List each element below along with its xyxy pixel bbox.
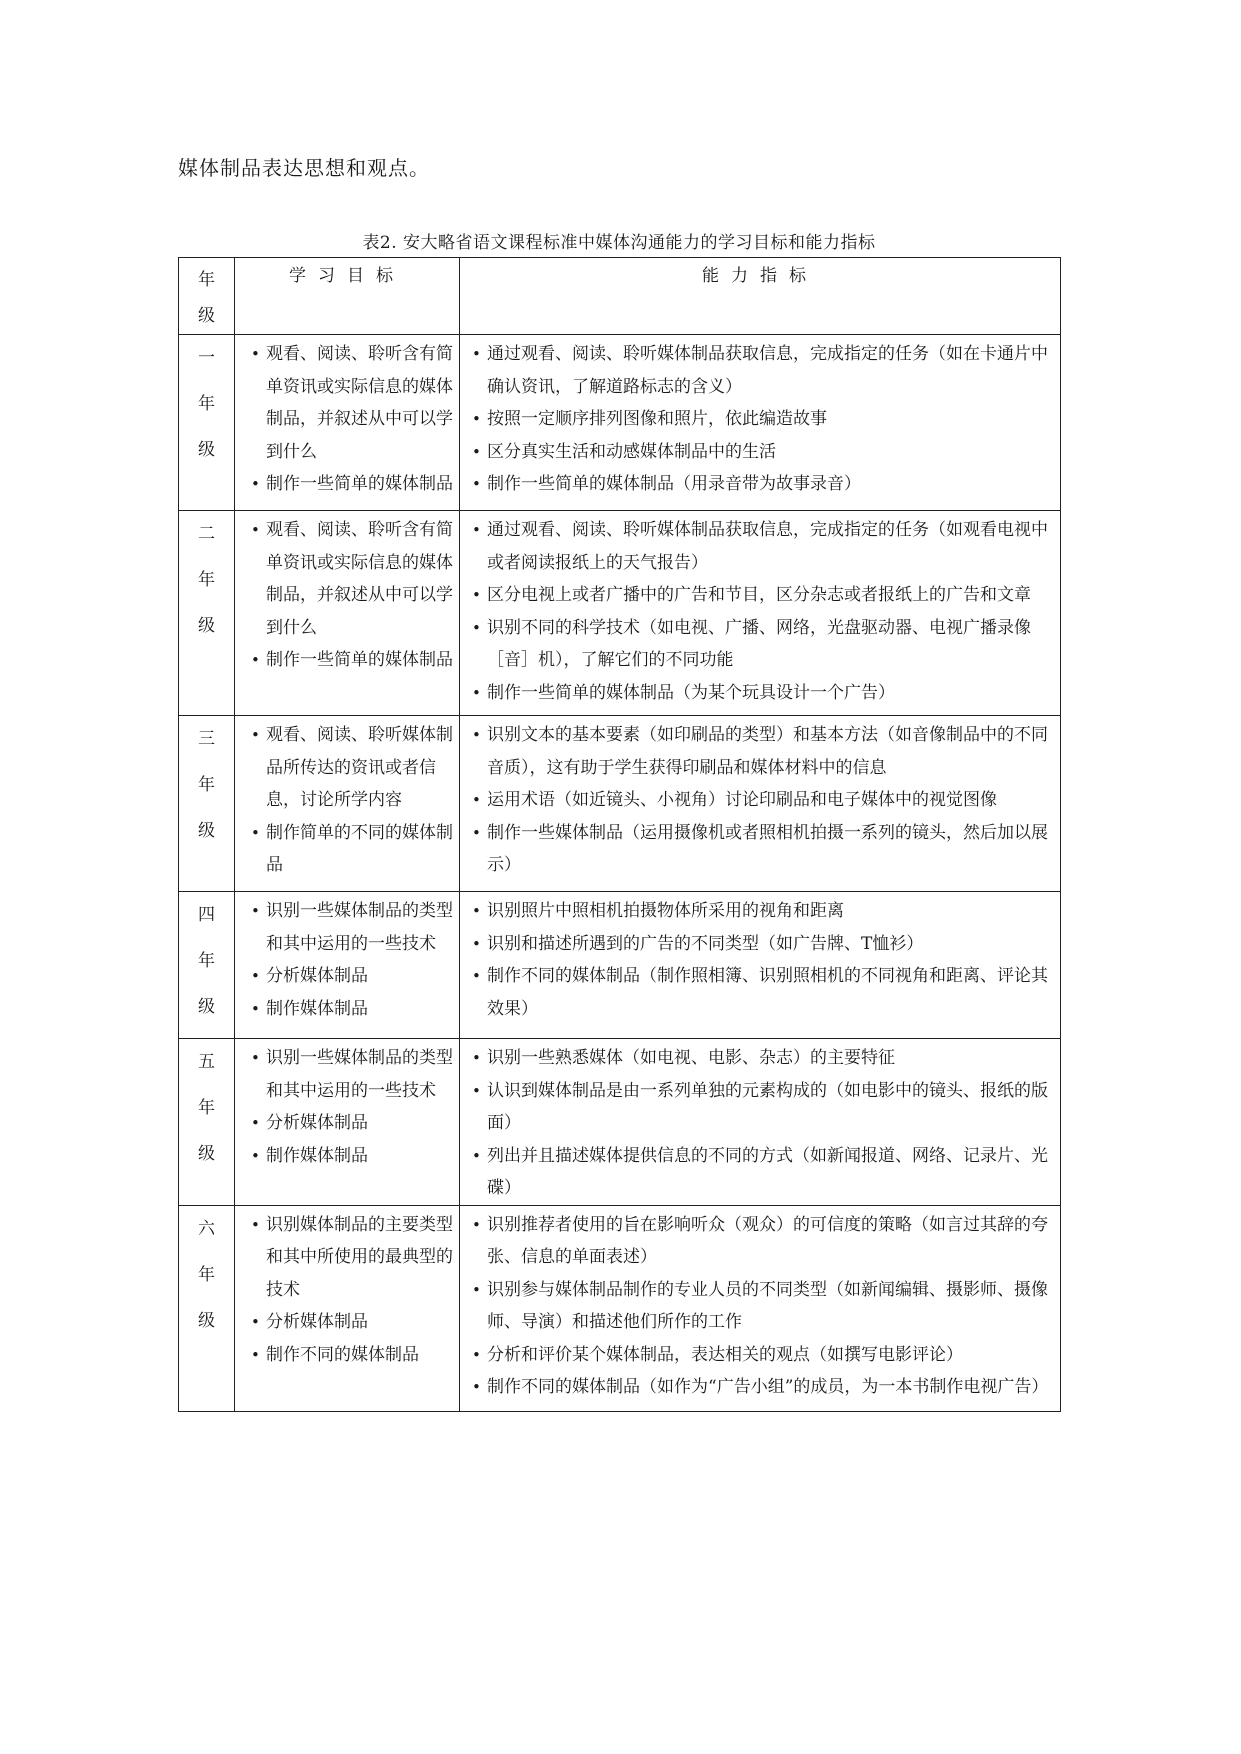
- grade-char: 级: [198, 440, 215, 460]
- header-grade: [179, 258, 235, 335]
- indicator-item: • 制作一些简单的媒体制品（为某个玩具设计一个广告）: [472, 677, 1048, 710]
- grade-char: 年: [198, 775, 215, 795]
- grade-char: 二: [198, 524, 215, 544]
- header-grade-char: 级: [198, 306, 215, 326]
- goal-item: • 制作简单的不同的媒体制品: [251, 817, 455, 882]
- indicator-item: • 列出并且描述媒体提供信息的不同的方式（如新闻报道、网络、记录片、光碟）: [472, 1140, 1048, 1205]
- ability-indicators-cell: [460, 892, 1061, 1039]
- grade-char: 年: [198, 394, 215, 414]
- grade-char: 年: [198, 1098, 215, 1118]
- grade-char: 级: [198, 1144, 215, 1164]
- grade-char: 级: [198, 997, 215, 1017]
- goal-item: • 制作媒体制品: [251, 993, 455, 1026]
- indicator-item: • 识别参与媒体制品制作的专业人员的不同类型（如新闻编辑、摄影师、摄像师、导演）和描述他们所作的工作: [472, 1274, 1048, 1339]
- indicator-item: • 识别和描述所遇到的广告的不同类型（如广告牌、T恤衫）: [472, 928, 1048, 961]
- grade-char: 一: [198, 348, 215, 368]
- indicator-item: • 认识到媒体制品是由一系列单独的元素构成的（如电影中的镜头、报纸的版面）: [472, 1075, 1048, 1140]
- learning-goals-cell: [235, 1205, 460, 1411]
- indicator-item: • 制作不同的媒体制品（制作照相簿、识别照相机的不同视角和距离、评论其效果）: [472, 960, 1048, 1025]
- table-header-row: [179, 258, 1061, 335]
- indicator-item: • 制作不同的媒体制品（如作为“广告小组”的成员，为一本书制作电视广告）: [472, 1371, 1048, 1404]
- indicator-item: • 区分真实生活和动感媒体制品中的生活: [472, 436, 1048, 469]
- grade-cell: [179, 716, 235, 892]
- indicator-item: • 分析和评价某个媒体制品，表达相关的观点（如撰写电影评论）: [472, 1339, 1048, 1372]
- indicator-item: • 识别不同的科学技术（如电视、广播、网络，光盘驱动器、电视广播录像［音］机），了解它们的不同功能: [472, 612, 1048, 677]
- grade-char: 级: [198, 821, 215, 841]
- indicator-item: • 识别文本的基本要素（如印刷品的类型）和基本方法（如音像制品中的不同音质），这有助于学生获得印刷品和媒体材料中的信息: [472, 719, 1048, 784]
- grade-cell: [179, 892, 235, 1039]
- learning-goals-cell: [235, 335, 460, 511]
- table-body: [179, 335, 1061, 1412]
- grade-cell: [179, 1039, 235, 1206]
- intro-text: 媒体制品表达思想和观点。: [178, 156, 430, 180]
- standards-table: [178, 257, 1061, 1412]
- goal-item: • 制作一些简单的媒体制品: [251, 468, 455, 501]
- indicator-item: • 识别一些熟悉媒体（如电视、电影、杂志）的主要特征: [472, 1042, 1048, 1075]
- indicator-item: • 识别照片中照相机拍摄物体所采用的视角和距离: [472, 895, 1048, 928]
- grade-char: 年: [198, 1264, 215, 1285]
- indicator-item: • 按照一定顺序排列图像和照片，依此编造故事: [472, 403, 1048, 436]
- goal-item: • 观看、阅读、聆听媒体制品所传达的资讯或者信息，讨论所学内容: [251, 719, 455, 817]
- goal-item: • 分析媒体制品: [251, 1306, 455, 1339]
- indicator-item: • 运用术语（如近镜头、小视角）讨论印刷品和电子媒体中的视觉图像: [472, 784, 1048, 817]
- table-caption: 表2. 安大略省语文课程标准中媒体沟通能力的学习目标和能力指标: [362, 233, 876, 253]
- grade-char: 三: [198, 729, 215, 749]
- header-ability-indicators: 能力指标: [460, 258, 1061, 335]
- learning-goals-cell: [235, 716, 460, 892]
- learning-goals-cell: [235, 1039, 460, 1206]
- indicator-item: • 通过观看、阅读、聆听媒体制品获取信息，完成指定的任务（如观看电视中或者阅读报纸上的天气报告）: [472, 514, 1048, 579]
- grade-char: 四: [198, 905, 215, 925]
- grade-char: 年: [198, 570, 215, 590]
- table-row: [179, 511, 1061, 716]
- goal-item: • 观看、阅读、聆听含有简单资讯或实际信息的媒体制品，并叙述从中可以学到什么: [251, 338, 455, 468]
- ability-indicators-cell: [460, 511, 1061, 716]
- goal-item: • 识别一些媒体制品的类型和其中运用的一些技术: [251, 1042, 455, 1107]
- table-row: [179, 892, 1061, 1039]
- goal-item: • 分析媒体制品: [251, 960, 455, 993]
- indicator-item: • 制作一些简单的媒体制品（用录音带为故事录音）: [472, 468, 1048, 501]
- ability-indicators-cell: [460, 1039, 1061, 1206]
- table-row: [179, 335, 1061, 511]
- learning-goals-cell: [235, 511, 460, 716]
- learning-goals-cell: [235, 892, 460, 1039]
- goal-item: • 分析媒体制品: [251, 1107, 455, 1140]
- header-grade-char: 年: [198, 270, 215, 290]
- grade-cell: [179, 1205, 235, 1411]
- header-learning-goals: 学习目标: [235, 258, 460, 335]
- grade-cell: [179, 335, 235, 511]
- ability-indicators-cell: [460, 1205, 1061, 1411]
- table-row: [179, 1205, 1061, 1411]
- goal-item: • 制作一些简单的媒体制品: [251, 644, 455, 677]
- table-row: [179, 1039, 1061, 1206]
- grade-char: 五: [198, 1052, 215, 1072]
- indicator-item: • 区分电视上或者广播中的广告和节目，区分杂志或者报纸上的广告和文章: [472, 579, 1048, 612]
- grade-char: 级: [198, 1310, 215, 1331]
- grade-cell: [179, 511, 235, 716]
- goal-item: • 识别一些媒体制品的类型和其中运用的一些技术: [251, 895, 455, 960]
- indicator-item: • 识别推荐者使用的旨在影响听众（观众）的可信度的策略（如言过其辞的夸张、信息的单面表述）: [472, 1209, 1048, 1274]
- indicator-item: • 制作一些媒体制品（运用摄像机或者照相机拍摄一系列的镜头，然后加以展示）: [472, 817, 1048, 882]
- ability-indicators-cell: [460, 335, 1061, 511]
- goal-item: • 观看、阅读、聆听含有简单资讯或实际信息的媒体制品，并叙述从中可以学到什么: [251, 514, 455, 644]
- goal-item: • 制作媒体制品: [251, 1140, 455, 1173]
- grade-char: 六: [198, 1218, 215, 1239]
- goal-item: • 识别媒体制品的主要类型和其中所使用的最典型的技术: [251, 1209, 455, 1307]
- table-row: [179, 716, 1061, 892]
- grade-char: 级: [198, 616, 215, 636]
- ability-indicators-cell: [460, 716, 1061, 892]
- indicator-item: • 通过观看、阅读、聆听媒体制品获取信息，完成指定的任务（如在卡通片中确认资讯，了解道路标志的含义）: [472, 338, 1048, 403]
- goal-item: • 制作不同的媒体制品: [251, 1339, 455, 1372]
- grade-char: 年: [198, 951, 215, 971]
